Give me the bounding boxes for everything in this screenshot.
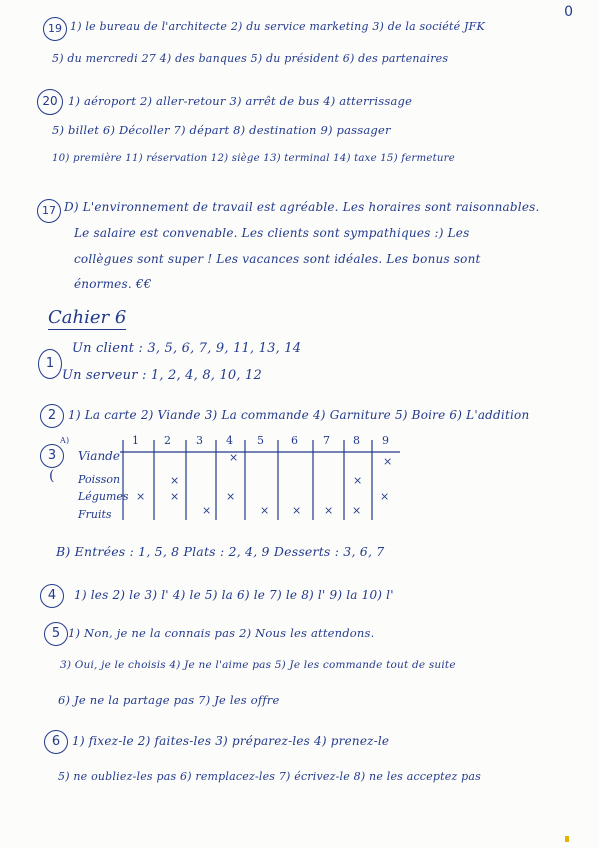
grid-col-1: 1 [132, 434, 140, 447]
grid-col-9: 9 [382, 434, 390, 447]
exercise-6-line-1: 1) fixez-le 2) faites-les 3) préparez-les 4) prenez-le [72, 734, 390, 748]
exercise-17-line-1: D) L'environnement de travail est agréable. Les horaires sont raisonnables. [64, 200, 540, 214]
exercise-5-line-1: 1) Non, je ne la connais pas 2) Nous les attendons. [68, 626, 375, 640]
grid-col-5: 5 [257, 434, 265, 447]
exercise-1-line-2: Un serveur : 1, 2, 4, 8, 10, 12 [62, 368, 263, 383]
grid-mark: × [380, 490, 390, 503]
exercise-19-number: 19 [43, 17, 67, 41]
exercise-5-line-2: 3) Oui, je le choisis 4) Je ne l'aime pas 5) Je les commande tout de suite [60, 659, 456, 671]
exercise-17-line-3: collègues sont super ! Les vacances sont idéales. Les bonus sont [74, 252, 481, 266]
grid-col-6: 6 [291, 434, 299, 447]
margin-parenthesis: ( [49, 468, 55, 484]
grid-col-4: 4 [226, 434, 234, 447]
exercise-17-line-4: énormes. €€ [74, 277, 152, 291]
page-corner-mark [565, 836, 569, 842]
exercise-4-line-1: 1) les 2) le 3) l' 4) le 5) la 6) le 7) le 8) l' 9) la 10) l' [74, 588, 394, 602]
grid-mark: × [260, 504, 270, 517]
exercise-5-line-3: 6) Je ne la partage pas 7) Je les offre [58, 693, 280, 707]
exercise-1-number: 1 [38, 349, 62, 379]
page-number: 0 [564, 4, 573, 20]
grid-mark: × [324, 504, 334, 517]
exercise-5-number: 5 [44, 622, 68, 646]
exercise-19-line-2: 5) du mercredi 27 4) des banques 5) du président 6) des partenaires [52, 52, 449, 65]
grid-col-3: 3 [196, 434, 204, 447]
exercise-19-line-1: 1) le bureau de l'architecte 2) du service marketing 3) de la société JFK [70, 20, 485, 33]
row-label-legumes: Légumes [78, 490, 129, 503]
grid-col-8: 8 [353, 434, 361, 447]
exercise-20-line-1: 1) aéroport 2) aller-retour 3) arrêt de bus 4) atterrissage [68, 94, 413, 108]
grid-mark: × [229, 451, 239, 464]
grid-mark: × [170, 490, 180, 503]
exercise-20-line-2: 5) billet 6) Décoller 7) départ 8) destination 9) passager [52, 123, 391, 137]
grid-col-7: 7 [323, 434, 331, 447]
exercise-17-number: 17 [37, 199, 61, 223]
section-title: Cahier 6 [48, 307, 127, 328]
grid-mark: × [352, 504, 362, 517]
exercise-17-line-2: Le salaire est convenable. Les clients sont sympathiques :) Les [74, 226, 470, 240]
grid-mark: × [170, 474, 180, 487]
grid-mark: × [383, 455, 393, 468]
row-label-poisson: Poisson [78, 473, 121, 486]
exercise-2-line-1: 1) La carte 2) Viande 3) La commande 4) Garniture 5) Boire 6) L'addition [68, 408, 530, 422]
grid-mark: × [136, 490, 146, 503]
grid-mark: × [292, 504, 302, 517]
exercise-3-number: 3 [40, 444, 64, 468]
food-grid [118, 436, 400, 522]
exercise-20-line-3: 10) première 11) réservation 12) siège 13) terminal 14) taxe 15) fermeture [52, 153, 455, 164]
exercise-6-line-2: 5) ne oubliez-les pas 6) remplacez-les 7) écrivez-le 8) ne les acceptez pas [58, 770, 481, 783]
grid-mark: × [202, 504, 212, 517]
row-label-viande: Viande [78, 449, 120, 463]
exercise-3-part-a: A) [60, 436, 70, 445]
grid-mark: × [353, 474, 363, 487]
row-label-fruits: Fruits [78, 508, 112, 521]
exercise-6-number: 6 [44, 730, 68, 754]
exercise-2-number: 2 [40, 404, 64, 428]
exercise-3-part-b: B) Entrées : 1, 5, 8 Plats : 2, 4, 9 Desserts : 3, 6, 7 [56, 544, 385, 559]
grid-mark: × [226, 490, 236, 503]
exercise-4-number: 4 [40, 584, 64, 608]
grid-col-2: 2 [164, 434, 172, 447]
exercise-1-line-1: Un client : 3, 5, 6, 7, 9, 11, 13, 14 [72, 341, 302, 356]
exercise-20-number: 20 [37, 89, 63, 115]
